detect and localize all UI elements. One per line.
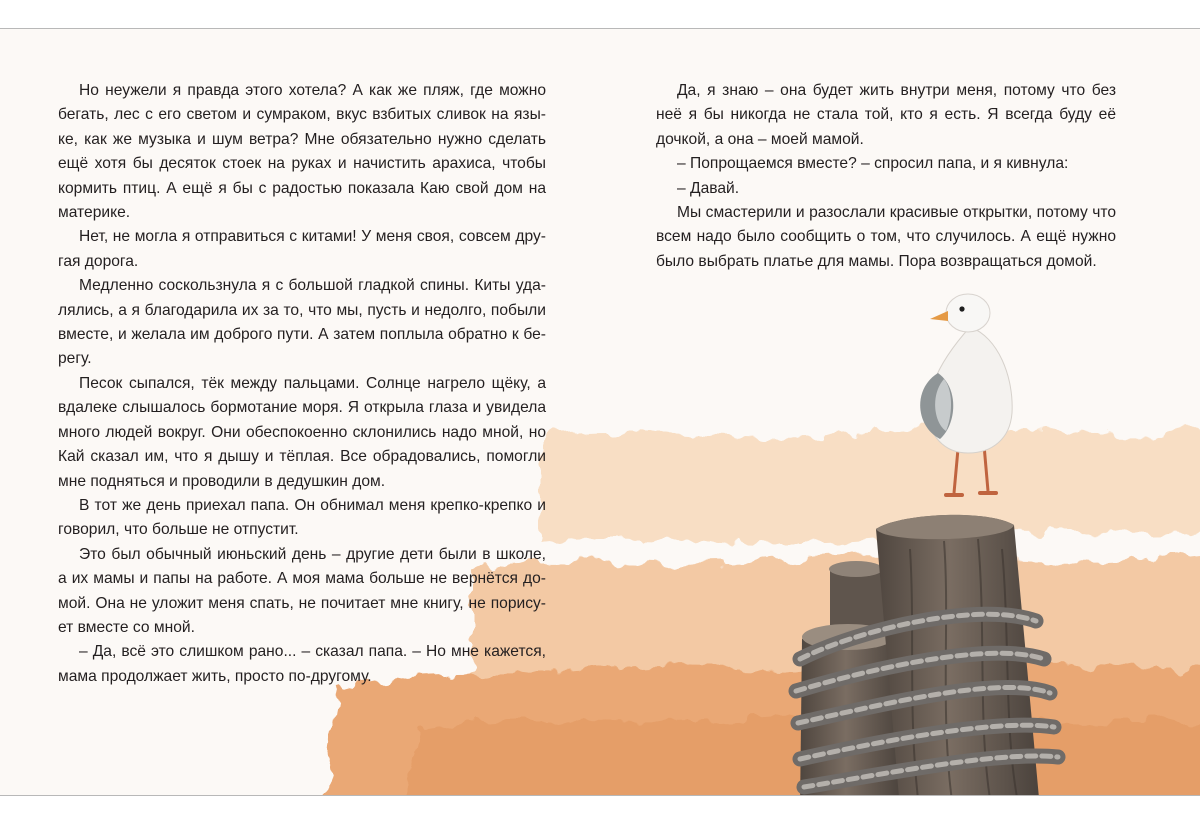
paragraph: Да, я знаю – она будет жить внутри меня, потому что без неё я бы никогда не стала той, кто я есть. Я всегда буду её дочкой, а она – моей мамой. (656, 82, 1116, 148)
paragraph: В тот же день приехал папа. Он обнимал меня крепко-крепко и говорил, что больше не отпустит. (58, 496, 546, 539)
paragraph: Нет, не могла я отправиться с китами! У меня своя, совсем другая дорога. (58, 228, 546, 270)
book-spread (0, 28, 1200, 796)
paragraph: – Попрощаемся вместе? – спросил папа, и я кивнула: (677, 155, 1069, 173)
paragraph: Песок сыпался, тёк между пальцами. Солнце нагрело щёку, а вдалеке слышалось бормотание моря. Я открыла глаза и увидела много людей вокруг. Они обеспокоенно склонились надо мной, но Кай сказал им, что я дышу и тёплая. Все обрадовались, помогли мне подняться и проводили в дедушкин дом. (58, 374, 546, 490)
paragraph: Мы смастерили и разослали красивые открытки, потому что всем надо было сообщить о том, что случилось. А ещё нужно было выбрать платье для мамы. Пора возвращаться домой. (656, 204, 1116, 270)
right-page-text (656, 79, 1116, 274)
paragraph: Но неужели я правда этого хотела? А как же пляж, где можно бегать, лес с его светом и сумраком, вкус взбитых сливок на языке, как же музыка и шум ветра? Мне обязательно нужно сделать ещё хотя бы десяток стоек на руках и начистить арахиса, чтобы кормить птиц. А ещё я бы с радостью показала Каю свой дом на материке. (58, 82, 546, 222)
paragraph: Это был обычный июньский день – другие дети были в школе, а их мамы и папы на работе. А моя мама больше не вернётся домой. Она не уложит меня спать, не почитает мне книгу, не порисует вместе со мной. (58, 545, 546, 636)
paragraph: – Да, всё это слишком рано... – сказал папа. – Но мне кажется, мама продолжает жить, просто по-другому. (58, 643, 546, 685)
paragraph: – Давай. (677, 179, 740, 197)
left-page-text (58, 79, 546, 689)
paragraph: Медленно соскользнула я с большой гладкой спины. Киты удалялись, а я благодарила их за то, что мы, пусть и недолго, побыли вместе, и желала им доброго пути. А затем поплыла обратно к берегу. (58, 277, 546, 368)
